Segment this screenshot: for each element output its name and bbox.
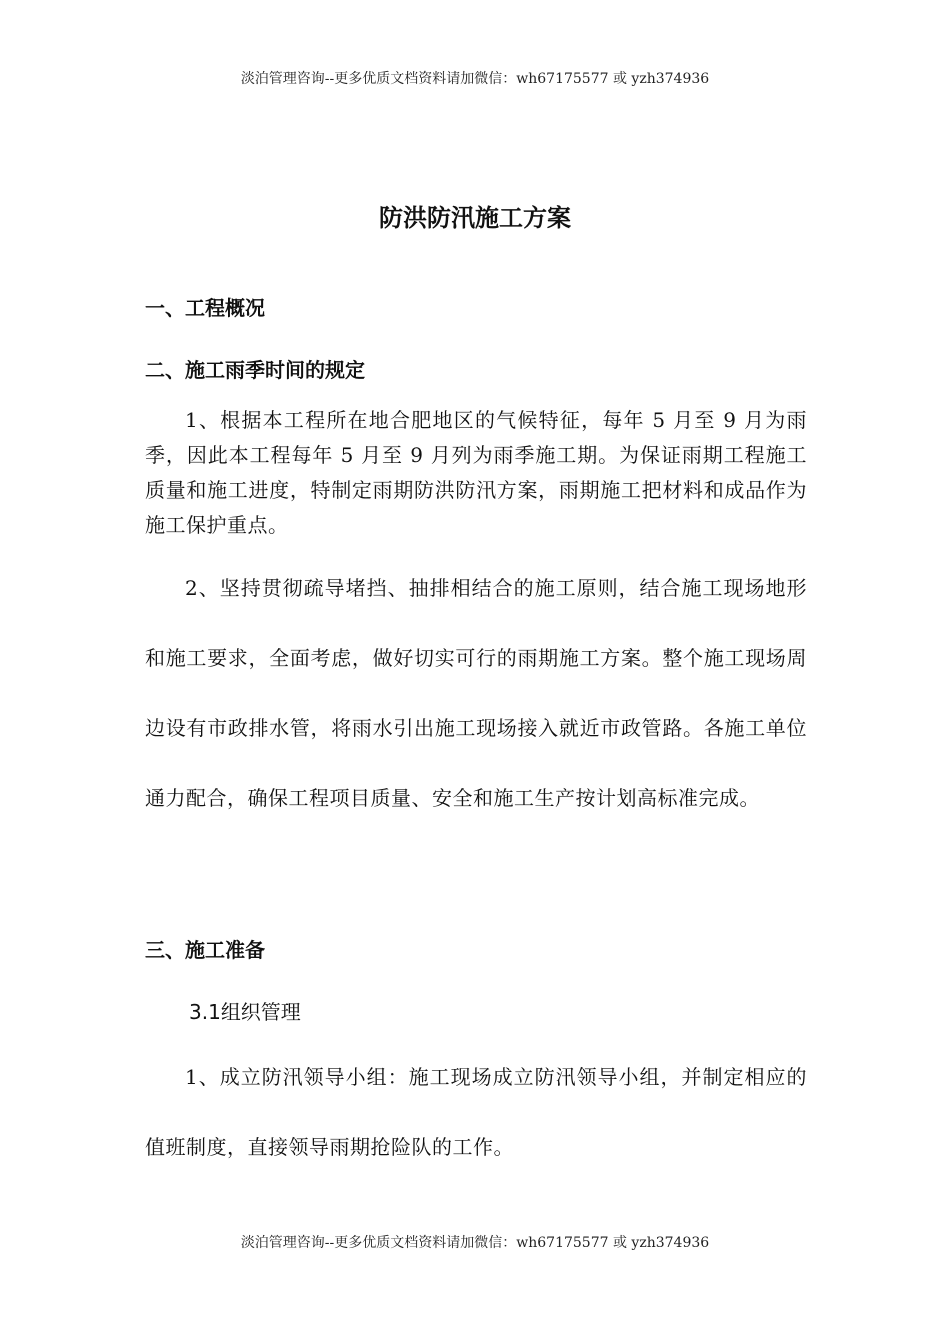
page-header: 淡泊管理咨询--更多优质文档资料请加微信：wh67175577 或 yzh374936 — [240, 71, 710, 87]
section-heading-rain-season: 二、施工雨季时间的规定 — [145, 358, 365, 382]
page-footer: 淡泊管理咨询--更多优质文档资料请加微信：wh67175577 或 yzh374936 — [240, 1235, 710, 1251]
subsection-title: 组织管理 — [220, 1000, 301, 1024]
section2-paragraph-1-block — [145, 403, 807, 543]
document-title: 防洪防汛施工方案 — [379, 204, 571, 232]
section2-paragraph-1: 1、根据本工程所在地合肥地区的气候特征，每年 5 月至 9 月为雨季，因此本工程每年 5 月至 9 月列为雨季施工期。为保证雨期工程施工质量和施工进度，特制定雨期防洪防汛方案，雨期施工把材料和成品作为施工保护重点。 — [145, 408, 807, 537]
subsection-number: 3.1 — [189, 1000, 221, 1024]
section2-paragraph-2: 2、坚持贯彻疏导堵挡、抽排相结合的施工原则，结合施工现场地形和施工要求，全面考虑，做好切实可行的雨期施工方案。整个施工现场周边设有市政排水管，将雨水引出施工现场接入就近市政管路。各施工单位通力配合，确保工程项目质量、安全和施工生产按计划高标准完成。 — [145, 576, 807, 810]
section-heading-preparation: 三、施工准备 — [145, 938, 265, 962]
section3-paragraph-1: 1、成立防汛领导小组：施工现场成立防汛领导小组，并制定相应的值班制度，直接领导雨期抢险队的工作。 — [145, 1065, 807, 1159]
section2-paragraph-2-block — [145, 553, 807, 833]
section3-paragraph-1-block — [145, 1042, 807, 1182]
subsection-heading-organization — [189, 998, 301, 1026]
section-heading-overview: 一、工程概况 — [145, 296, 265, 320]
